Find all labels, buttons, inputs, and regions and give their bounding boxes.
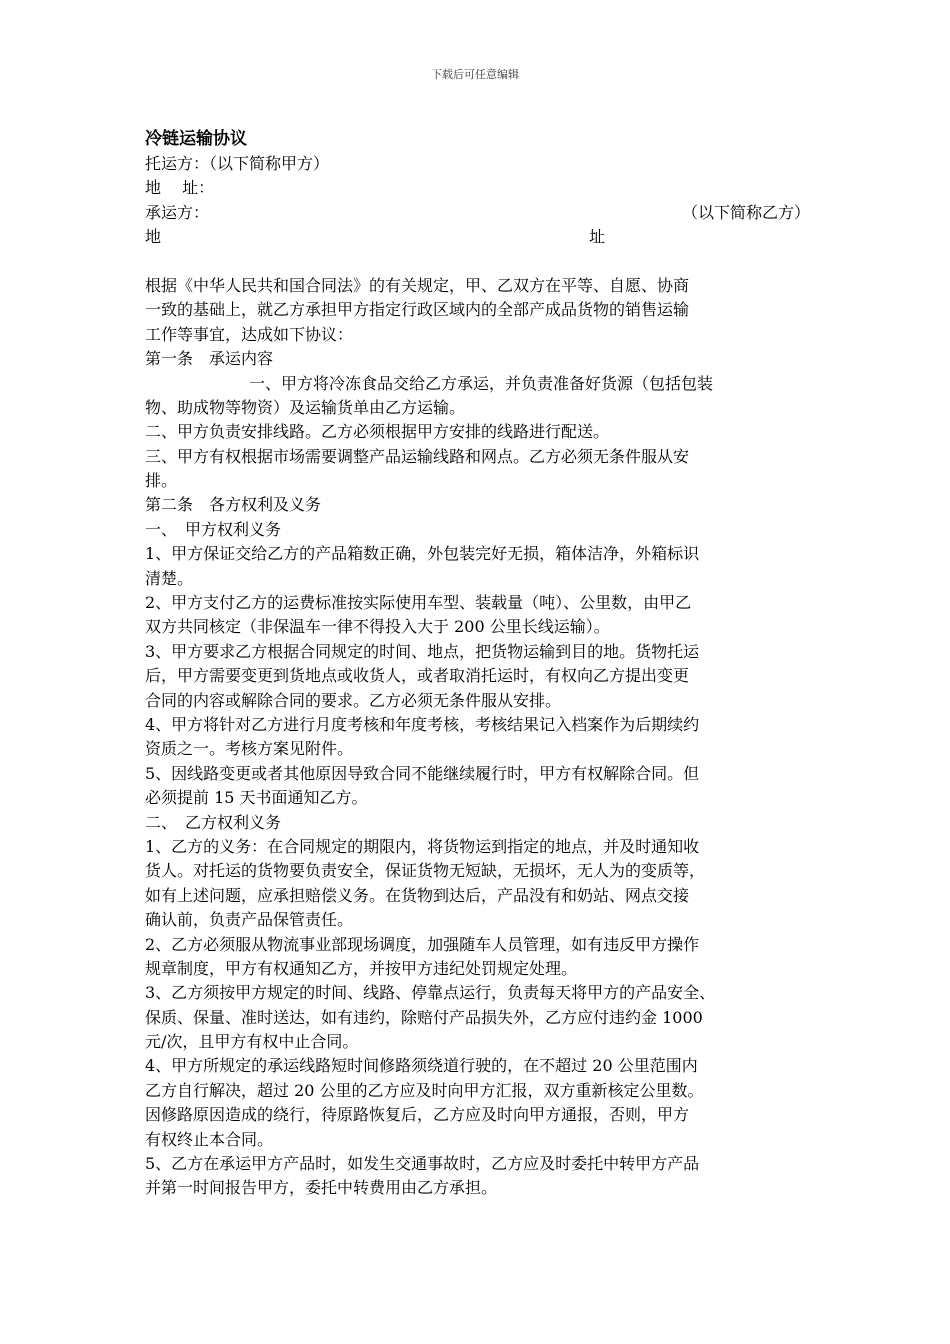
party-a-item: 后，甲方需要变更到货地点或收货人，或者取消托运时，有权向乙方提出变更 [145,666,690,686]
party-b-item: 2、乙方必须服从物流事业部现场调度，加强随车人员管理，如有违反甲方操作 [145,934,700,954]
article1-item: 排。 [145,471,178,491]
carrier-alias: （以下简称乙方） [681,202,810,222]
party-b-item: 货人。对托运的货物要负责安全，保证货物无短缺，无损坏，无人为的变质等， [145,861,706,881]
party-a-item: 必须提前 15 天书面通知乙方。 [145,788,368,808]
party-a-item: 双方共同核定（非保温车一律不得投入大于 200 公里长线运输）。 [145,617,610,637]
carrier-label: 承运方： [145,202,210,222]
party-a-item: 清楚。 [145,568,194,588]
party-a-item: 5、因线路变更或者其他原因导致合同不能继续履行时，甲方有权解除合同。但 [145,763,700,783]
party-b-item: 元/次，且甲方有权中止合同。 [145,1032,359,1052]
article1-item: 物、助成物等物资）及运输货单由乙方运输。 [145,397,466,417]
party-b-item: 保质、保量、准时送达，如有违约，除赔付产品损失外，乙方应付违约金 1000 [145,1007,703,1027]
party-a-item: 2、甲方支付乙方的运费标准按实际使用车型、装载量（吨）、公里数，由甲乙 [145,593,692,613]
party-b-item: 1、乙方的义务：在合同规定的期限内，将货物运到指定的地点，并及时通知收 [145,836,700,856]
article1-heading: 第一条 承运内容 [145,349,274,369]
shipper-address-label: 地 址： [145,178,215,198]
party-a-item: 1、甲方保证交给乙方的产品箱数正确，外包装完好无损，箱体洁净，外箱标识 [145,544,700,564]
shipper-line: 托运方：（以下简称甲方） [145,154,330,173]
document-body [145,152,810,1201]
party-b-item: 4、甲方所规定的承运线路短时间修路须绕道行驶的，在不超过 20 公里范围内 [145,1056,698,1076]
party-a-item: 资质之一。考核方案见附件。 [145,739,354,759]
carrier-address-right: 址 [589,227,606,247]
party-a-item: 3、甲方要求乙方根据合同规定的时间、地点，把货物运输到目的地。货物托运 [145,641,700,661]
party-b-heading: 二、 乙方权利义务 [145,812,282,832]
article1-item: 二、甲方负责安排线路。乙方必须根据甲方安排的线路进行配送。 [145,422,610,442]
party-b-item: 因修路原因造成的绕行，待原路恢复后，乙方应及时向甲方通报，否则，甲方 [145,1105,690,1125]
document-title: 冷链运输协议 [145,129,247,149]
article1-item: 一、甲方将冷冻食品交给乙方承运，并负责准备好货源（包括包装 [249,373,714,393]
carrier-address-left: 地 [145,227,162,247]
party-a-item: 4、甲方将针对乙方进行月度考核和年度考核，考核结果记入档案作为后期续约 [145,714,700,734]
article2-heading: 第二条 各方权利及义务 [145,495,322,515]
party-b-item: 有权终止本合同。 [145,1129,274,1149]
article1-item: 三、甲方有权根据市场需要调整产品运输线路和网点。乙方必须无条件服从安 [145,446,690,466]
preamble-line: 根据《中华人民共和国合同法》的有关规定，甲、乙双方在平等、自愿、协商 [145,275,690,295]
blank-spacer [145,250,810,274]
preamble-line: 一致的基础上，就乙方承担甲方指定行政区域内的全部产成品货物的销售运输 [145,300,690,320]
party-b-item: 并第一时间报告甲方，委托中转费用由乙方承担。 [145,1178,498,1198]
party-b-item: 乙方自行解决，超过 20 公里的乙方应及时向甲方汇报，双方重新核定公里数。 [145,1080,704,1100]
party-b-item: 3、乙方须按甲方规定的时间、线路、停靠点运行，负责每天将甲方的产品安全、 [145,983,716,1003]
carrier-line [145,201,810,225]
carrier-address-line [145,225,810,249]
party-b-item: 5、乙方在承运甲方产品时，如发生交通事故时，乙方应及时委托中转甲方产品 [145,1154,700,1174]
party-a-item: 合同的内容或解除合同的要求。乙方必须无条件服从安排。 [145,690,562,710]
party-a-heading: 一、 甲方权利义务 [145,519,282,539]
party-b-item: 如有上述问题，应承担赔偿义务。在货物到达后，产品没有和奶站、网点交接 [145,885,690,905]
download-note: 下载后可任意编辑 [431,68,519,81]
party-b-item: 确认前，负责产品保管责任。 [145,910,354,930]
party-b-item: 规章制度，甲方有权通知乙方，并按甲方违纪处罚规定处理。 [145,958,578,978]
preamble-line: 工作等事宜，达成如下协议： [145,324,354,344]
